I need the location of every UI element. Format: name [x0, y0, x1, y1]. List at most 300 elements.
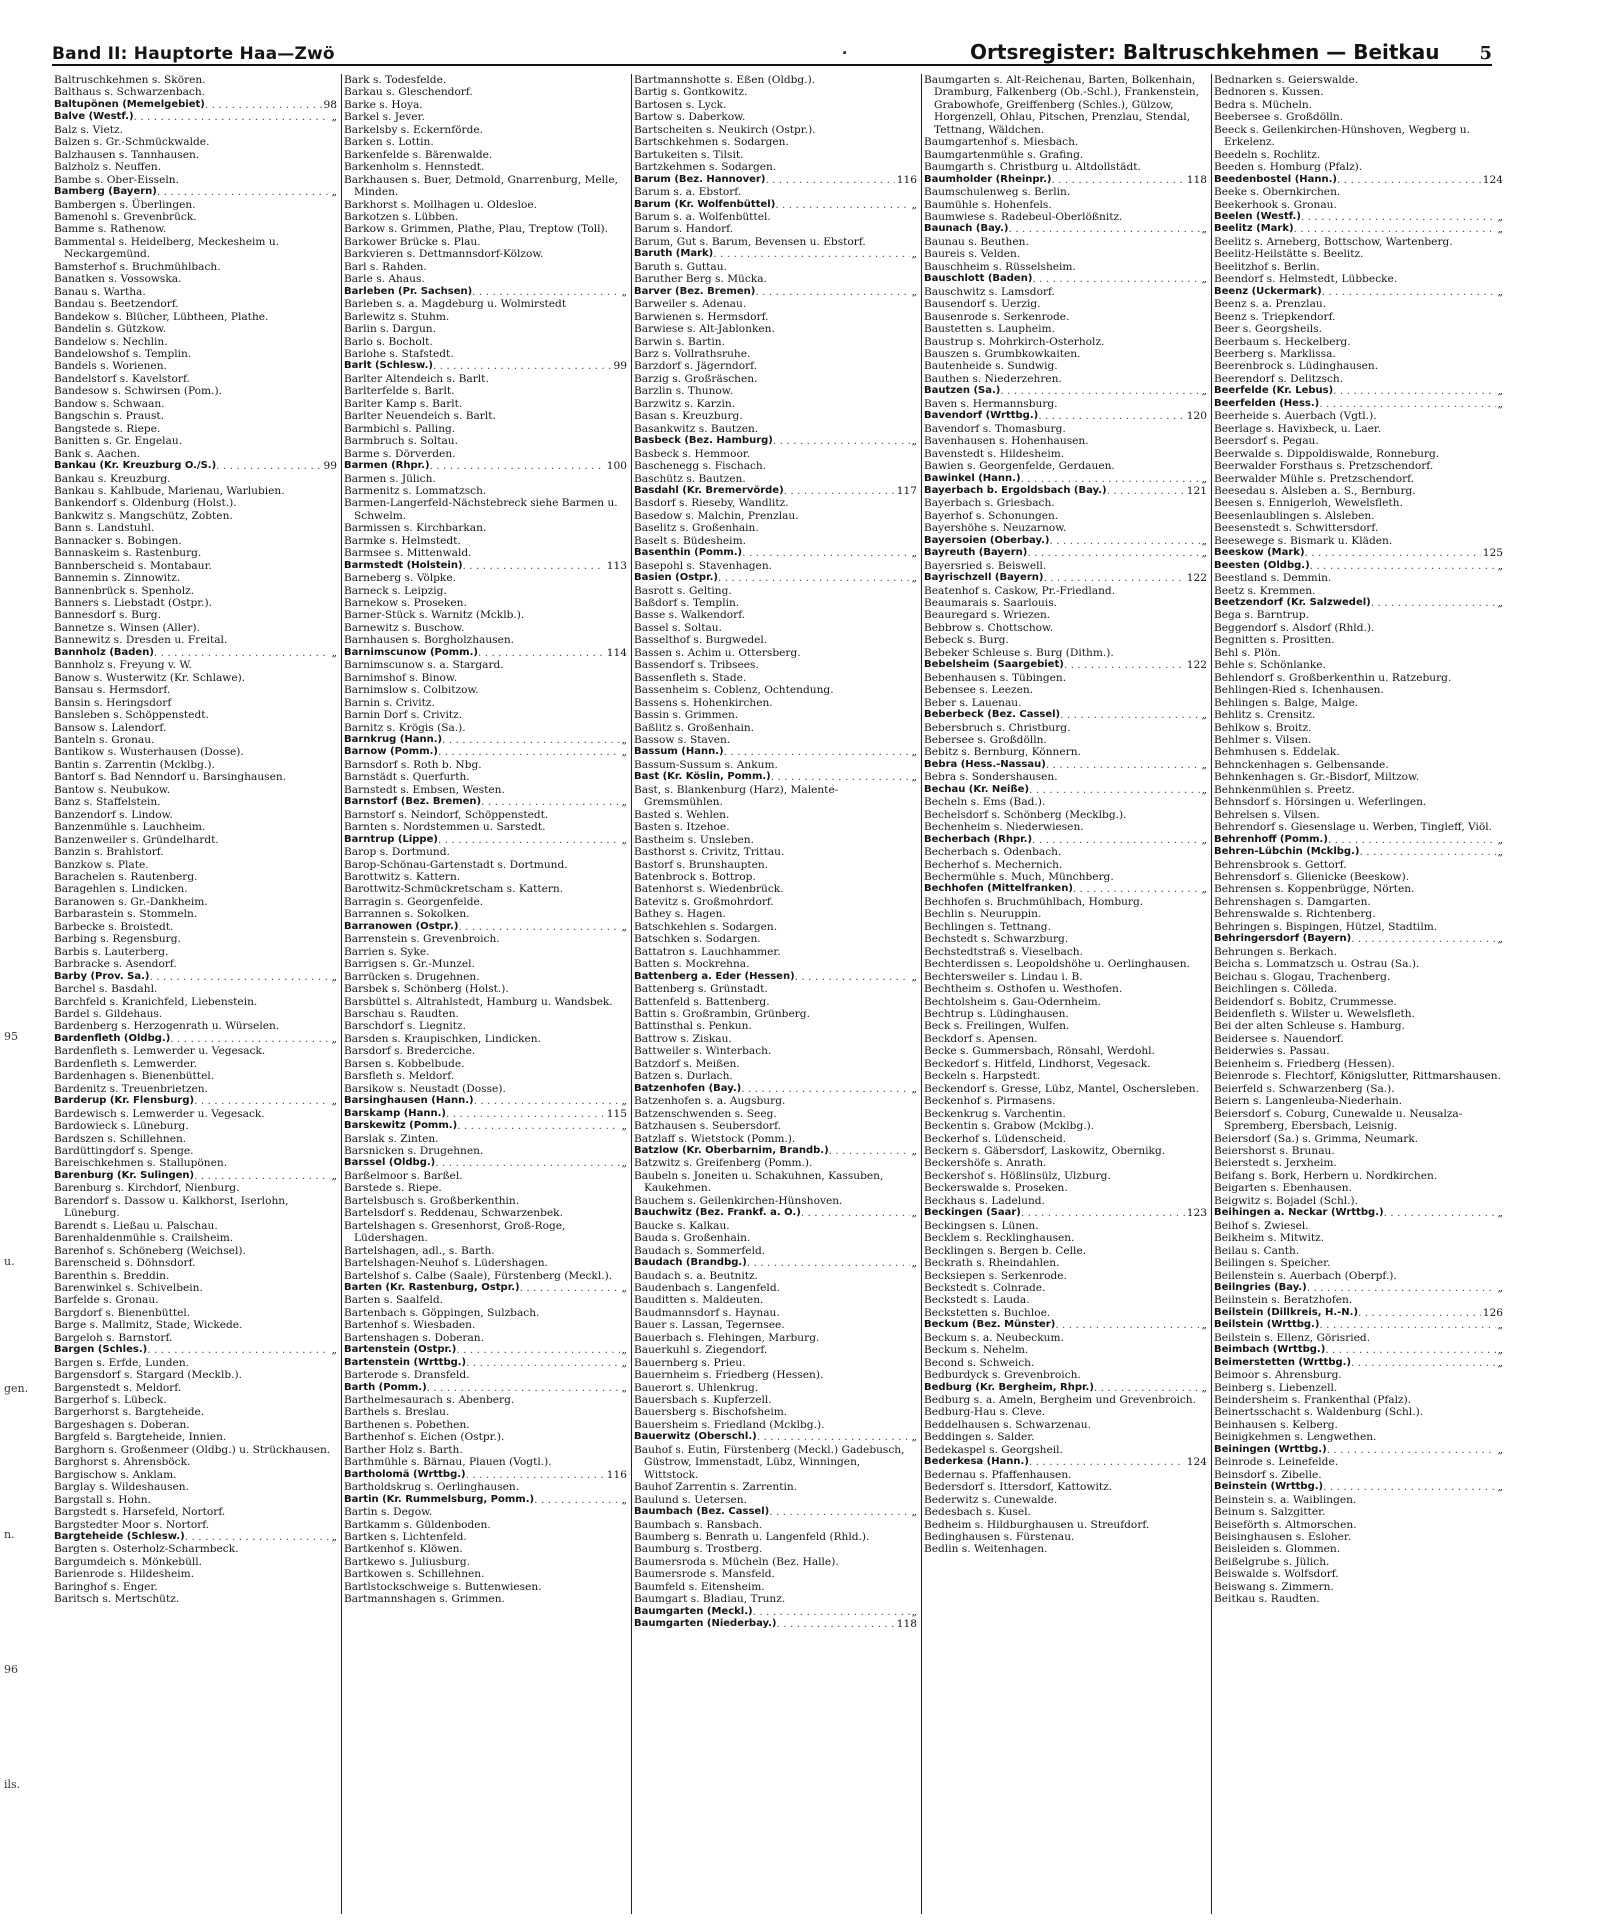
entry-text: Beesen s. Ennigerloh, Wewelsfleth. — [1214, 497, 1403, 510]
index-entry — [344, 672, 627, 684]
index-entry — [54, 1282, 337, 1294]
index-entry — [634, 161, 917, 173]
index-entry — [1214, 1593, 1503, 1605]
page-reference: 99 — [613, 360, 627, 373]
entry-text: Bannenbrück s. Spenholz. — [54, 584, 195, 597]
entry-text: Barthels s. Breslau. — [344, 1406, 450, 1419]
entry-text: Bechtolsheim s. Gau-Odernheim. — [924, 995, 1102, 1008]
entry-text: Beißelgrube s. Jülich. — [1214, 1555, 1330, 1568]
index-entry — [54, 1120, 337, 1132]
page-reference: „ — [1497, 1344, 1503, 1357]
index-entry — [344, 1070, 627, 1082]
index-entry-main — [924, 834, 1207, 846]
entry-text: Baritsch s. Mertschütz. — [54, 1593, 180, 1606]
entry-text: Beeden s. Homburg (Pfalz). — [1214, 161, 1363, 174]
page-reference: „ — [1497, 833, 1503, 846]
entry-text: Bandels s. Worienen. — [54, 360, 167, 373]
entry-text: Bamme s. Rathenow. — [54, 223, 167, 236]
entry-text: Behrenshagen s. Damgarten. — [1214, 895, 1371, 908]
leader-dots — [1358, 1307, 1481, 1319]
index-entry — [54, 1108, 337, 1120]
entry-text: Beckershof s. Hößlinsülz, Ulzburg. — [924, 1169, 1111, 1182]
leader-dots — [1371, 597, 1496, 609]
index-entry — [634, 360, 917, 372]
index-entry — [634, 423, 917, 435]
index-entry — [54, 1045, 337, 1057]
entry-text: Bayersoien (Oberbay.) — [924, 534, 1050, 546]
page-reference: „ — [621, 285, 627, 298]
entry-text: Beiseförth s. Altmorschen. — [1214, 1518, 1357, 1531]
index-entry — [634, 1294, 917, 1306]
entry-text: Banzendorf s. Lindow. — [54, 808, 173, 821]
index-entry-main — [634, 547, 917, 559]
entry-text: Bansow s. Lalendorf. — [54, 721, 167, 734]
entry-text: Baumholder (Rheinpr.) — [924, 173, 1052, 185]
entry-text: Behrenhoff (Pomm.) — [1214, 833, 1328, 845]
index-entry — [54, 908, 337, 920]
index-entry — [924, 522, 1207, 534]
entry-text: Banz s. Staffelstein. — [54, 796, 161, 809]
entry-text: Behrungen s. Berkach. — [1214, 945, 1337, 958]
entry-text: Bark s. Todesfelde. — [344, 74, 447, 86]
index-entry — [344, 622, 627, 634]
index-entry-main — [1214, 1319, 1503, 1331]
entry-text: Beestland s. Demmin. — [1214, 572, 1332, 585]
index-entry — [634, 1568, 917, 1580]
entry-text: Bei der alten Schleuse s. Hamburg. — [1214, 1020, 1405, 1033]
index-entry — [924, 1294, 1207, 1306]
entry-text: Barken s. Lottin. — [344, 136, 434, 149]
entry-text: Bankendorf s. Oldenburg (Holst.). — [54, 497, 237, 510]
entry-text: Barenscheid s. Döhnsdorf. — [54, 1257, 196, 1270]
index-entry — [344, 473, 627, 485]
index-entry — [924, 323, 1207, 335]
index-entry — [1214, 1145, 1503, 1157]
index-entry — [54, 510, 337, 522]
index-entry — [1214, 896, 1503, 908]
index-entry-main — [1214, 1481, 1503, 1493]
entry-text: Bauschheim s. Rüsselsheim. — [924, 260, 1076, 273]
page-reference: 114 — [606, 646, 627, 659]
index-entry — [924, 1170, 1207, 1182]
index-entry — [54, 1394, 337, 1406]
entry-text: Behrelsen s. Vilsen. — [1214, 808, 1320, 821]
index-entry — [924, 821, 1207, 833]
entry-text: Beauregard s. Wriezen. — [924, 609, 1051, 622]
entry-text: Barenburg s. Kirchdorf, Nienburg. — [54, 1182, 240, 1195]
entry-text: Bartmannshagen s. Grimmen. — [344, 1593, 505, 1606]
entry-text: Behmhusen s. Eddelak. — [1214, 746, 1340, 759]
entry-text: Balzhausen s. Tannhausen. — [54, 148, 200, 161]
entry-text: Bedburg-Hau s. Cleve. — [924, 1406, 1046, 1419]
entry-text: Beelen (Westf.) — [1214, 210, 1301, 222]
index-entry — [1214, 585, 1503, 597]
index-entry — [634, 74, 917, 86]
entry-text: Baumgartenmühle s. Grafing. — [924, 148, 1084, 161]
index-entry — [1214, 323, 1503, 335]
index-entry — [1214, 1531, 1503, 1543]
entry-text: Baranowen s. Gr.-Dankheim. — [54, 895, 208, 908]
index-entry-main — [1214, 398, 1503, 410]
index-entry — [924, 74, 1207, 136]
index-entry — [344, 759, 627, 771]
entry-text: Barnimscunow (Pomm.) — [344, 646, 478, 658]
index-entry — [54, 385, 337, 397]
page-reference: „ — [331, 1169, 337, 1182]
entry-text: Behringersdorf (Bayern) — [1214, 933, 1352, 945]
index-entry — [634, 896, 917, 908]
index-entry — [634, 784, 917, 809]
index-entry — [634, 1419, 917, 1431]
index-entry — [1214, 1170, 1503, 1182]
index-entry — [54, 1220, 337, 1232]
entry-text: Bayersried s. Beiswell. — [924, 559, 1047, 572]
index-entry — [1214, 1394, 1503, 1406]
index-entry — [634, 223, 917, 235]
entry-text: Bargischow s. Anklam. — [54, 1468, 177, 1481]
index-entry — [344, 1083, 627, 1095]
leader-dots — [757, 1431, 910, 1443]
index-entry — [54, 759, 337, 771]
leader-dots — [1294, 223, 1496, 235]
entry-text: Bannewitz s. Dresden u. Freital. — [54, 634, 228, 647]
entry-text: Barthenhof s. Eichen (Ostpr.). — [344, 1431, 505, 1444]
index-entry — [924, 622, 1207, 634]
index-column-3 — [632, 74, 922, 1914]
entry-text: Barendt s. Ließau u. Palschau. — [54, 1219, 218, 1232]
entry-text: Baumfeld s. Eitensheim. — [634, 1580, 765, 1593]
index-entry — [344, 199, 627, 211]
entry-text: Barchel s. Basdahl. — [54, 983, 158, 996]
index-entry — [924, 298, 1207, 310]
entry-text: Bantin s. Zarrentin (Mcklbg.). — [54, 758, 215, 771]
index-entry-main — [344, 1382, 627, 1394]
index-entry — [54, 1157, 337, 1169]
index-entry-main — [634, 1618, 917, 1630]
page-reference: „ — [621, 1281, 627, 1294]
entry-text: Bartzkehmen s. Sodargen. — [634, 161, 777, 174]
index-entry — [634, 497, 917, 509]
index-entry — [344, 323, 627, 335]
entry-text: Bambe s. Ober-Eisseln. — [54, 173, 179, 186]
page-reference: „ — [1201, 783, 1207, 796]
entry-text: Baumgart s. Bladiau, Trunz. — [634, 1593, 786, 1606]
index-entry — [344, 336, 627, 348]
leader-dots — [438, 746, 620, 758]
index-entry — [634, 99, 917, 111]
entry-text: Bamberg (Bayern) — [54, 186, 157, 198]
entry-text: Bartkenhof s. Klöwen. — [344, 1543, 463, 1556]
entry-text: Barbecke s. Broistedt. — [54, 920, 174, 933]
entry-text: Barlewitz s. Stuhm. — [344, 310, 450, 323]
entry-text: Batschken s. Sodargen. — [634, 933, 761, 946]
index-entry — [1214, 1108, 1503, 1133]
index-entry-main — [1214, 560, 1503, 572]
index-entry — [54, 485, 337, 497]
entry-text: Bechstedtstraß s. Vieselbach. — [924, 945, 1083, 958]
leader-dots — [446, 1108, 605, 1120]
entry-text: Bartholomä (Wrttbg.) — [344, 1468, 466, 1480]
leader-dots — [481, 796, 619, 808]
index-entry — [344, 311, 627, 323]
entry-text: Bankau s. Kahlbude, Marienau, Warlubien. — [54, 484, 285, 497]
page-reference: „ — [1201, 758, 1207, 771]
entry-text: Beckeln s. Harpstedt. — [924, 1070, 1041, 1083]
index-entry — [924, 1419, 1207, 1431]
index-entry — [54, 796, 337, 808]
entry-text: Becke s. Gummersbach, Rönsahl, Werdohl. — [924, 1045, 1155, 1058]
entry-text: Beeke s. Obernkirchen. — [1214, 186, 1341, 199]
entry-text: Beckenkrug s. Varchentin. — [924, 1107, 1066, 1120]
entry-text: Bannacker s. Bobingen. — [54, 534, 182, 547]
index-entry — [1214, 1033, 1503, 1045]
entry-text: Barten s. Saalfeld. — [344, 1294, 444, 1307]
index-entry — [924, 585, 1207, 597]
leader-dots — [458, 921, 619, 933]
page-reference: „ — [1497, 1481, 1503, 1494]
index-entry — [634, 883, 917, 895]
leader-dots — [753, 1606, 910, 1618]
entry-text: Barschdorf s. Liegnitz. — [344, 1020, 466, 1033]
entry-text: Bauhof Zarrentin s. Zarrentin. — [634, 1481, 798, 1494]
index-entry — [634, 1220, 917, 1232]
page-reference: „ — [1497, 559, 1503, 572]
index-entry — [344, 771, 627, 783]
entry-text: Beckdorf s. Apensen. — [924, 1032, 1038, 1045]
index-entry-main — [1214, 834, 1503, 846]
index-entry — [54, 1568, 337, 1580]
entry-text: Beer s. Georgsheils. — [1214, 323, 1322, 336]
index-entry — [924, 1120, 1207, 1132]
index-entry — [344, 448, 627, 460]
entry-text: Beatenhof s. Caskow, Pr.-Friedland. — [924, 584, 1116, 597]
page-reference: „ — [331, 646, 337, 659]
index-entry — [634, 684, 917, 696]
index-entry — [634, 1382, 917, 1394]
entry-text: Bartkamm s. Güldenboden. — [344, 1518, 491, 1531]
index-entry — [344, 161, 627, 173]
entry-text: Barzwitz s. Karzin. — [634, 397, 736, 410]
index-entry — [54, 622, 337, 634]
page-reference: 99 — [323, 460, 337, 473]
index-entry — [634, 385, 917, 397]
entry-text: Bandau s. Beetzendorf. — [54, 298, 179, 311]
entry-text: Barum s. a. Wolfenbüttel. — [634, 210, 771, 223]
entry-text: Barenwinkel s. Schivelbein. — [54, 1281, 203, 1294]
index-entry-main — [54, 186, 337, 198]
entry-text: Barneberg s. Völpke. — [344, 572, 456, 585]
entry-text: Barenhof s. Schöneberg (Weichsel). — [54, 1244, 246, 1257]
entry-text: Bauda s. Großenhain. — [634, 1232, 751, 1245]
index-entry — [54, 1182, 337, 1194]
index-entry — [924, 236, 1207, 248]
entry-text: Bamsterhof s. Bruchmühlbach. — [54, 260, 221, 273]
page-reference: „ — [1497, 1207, 1503, 1220]
entry-text: Barby (Prov. Sa.) — [54, 970, 150, 982]
index-entry — [924, 1543, 1207, 1555]
index-entry — [634, 597, 917, 609]
entry-text: Beidersee s. Nauendorf. — [1214, 1032, 1344, 1045]
index-entry — [634, 1232, 917, 1244]
page-reference: „ — [911, 1144, 917, 1157]
index-entry — [1214, 1431, 1503, 1443]
entry-text: Barkenholm s. Hennstedt. — [344, 161, 485, 174]
index-entry — [634, 211, 917, 223]
entry-text: Barkow s. Grimmen, Plathe, Plau, Treptow (Toll). — [344, 223, 608, 236]
entry-text: Basse s. Walkendorf. — [634, 609, 746, 622]
index-entry — [54, 1543, 337, 1555]
entry-text: Bank s. Aachen. — [54, 447, 141, 460]
entry-text: Bassin s. Grimmen. — [634, 709, 739, 722]
entry-text: Batzwitz s. Greifenberg (Pomm.). — [634, 1157, 813, 1170]
entry-text: Bauthen s. Niederzehren. — [924, 372, 1062, 385]
index-entry — [1214, 908, 1503, 920]
leader-dots — [771, 771, 910, 783]
entry-text: Baudmannsdorf s. Haynau. — [634, 1306, 780, 1319]
index-entry — [924, 1282, 1207, 1294]
entry-text: Barsikow s. Neustadt (Dosse). — [344, 1082, 506, 1095]
index-entry-main — [924, 659, 1207, 671]
index-entry — [54, 348, 337, 360]
entry-text: Barzdorf s. Jägerndorf. — [634, 360, 758, 373]
entry-text: Barkower Brücke s. Plau. — [344, 235, 481, 248]
index-entry — [54, 659, 337, 671]
index-entry — [1214, 423, 1503, 435]
entry-text: Beilau s. Canth. — [1214, 1244, 1300, 1257]
page-reference: „ — [1497, 1319, 1503, 1332]
leader-dots — [1310, 560, 1496, 572]
index-entry — [344, 609, 627, 621]
index-entry — [634, 1307, 917, 1319]
entry-text: Beiswang s. Zimmern. — [1214, 1580, 1334, 1593]
page-reference: „ — [1497, 597, 1503, 610]
entry-text: Beinum s. Salzgitter. — [1214, 1506, 1326, 1519]
leader-dots — [1064, 659, 1185, 671]
index-entry — [344, 809, 627, 821]
entry-text: Becherhof s. Mechernich. — [924, 858, 1063, 871]
margin-note: n. — [4, 1528, 15, 1541]
index-entry — [924, 1133, 1207, 1145]
entry-text: Behrensen s. Koppenbrügge, Nörten. — [1214, 883, 1415, 896]
index-entry — [634, 136, 917, 148]
index-entry — [1214, 410, 1503, 422]
index-entry — [54, 373, 337, 385]
entry-text: Behlkow s. Broitz. — [1214, 721, 1312, 734]
entry-text: Becherbach (Rhpr.) — [924, 833, 1033, 845]
entry-text: Barrien s. Syke. — [344, 945, 430, 958]
entry-text: Behnckenhagen s. Gelbensande. — [1214, 758, 1389, 771]
index-entry — [344, 933, 627, 945]
entry-text: Barver (Bez. Bremen) — [634, 285, 756, 297]
page-reference: „ — [911, 746, 917, 759]
index-entry — [1214, 360, 1503, 372]
entry-text: Beiersdorf s. Coburg, Cunewalde u. Neusalza-Spremberg, Ebersbach, Leisnig. — [1214, 1107, 1463, 1133]
index-entry — [924, 1394, 1207, 1406]
index-entry — [634, 1170, 917, 1195]
entry-text: Beidenfleth s. Wilster u. Wewelsfleth. — [1214, 1007, 1415, 1020]
index-entry-main — [634, 174, 917, 186]
leader-dots — [457, 1120, 619, 1132]
index-entry-main — [924, 473, 1207, 485]
index-entry-main — [924, 1456, 1207, 1468]
index-entry — [924, 149, 1207, 161]
margin-note: u. — [4, 1255, 15, 1268]
index-entry-main — [344, 286, 627, 298]
leader-dots — [463, 560, 605, 572]
index-entry — [54, 286, 337, 298]
entry-text: Beilstein (Dillkreis, H.-N.) — [1214, 1306, 1359, 1318]
entry-text: Bechtrup s. Lüdinghausen. — [924, 1007, 1069, 1020]
entry-text: Beber s. Lauenau. — [924, 696, 1022, 709]
leader-dots — [1029, 784, 1199, 796]
entry-text: Bartin s. Degow. — [344, 1506, 433, 1519]
index-entry — [1214, 983, 1503, 995]
page-reference: „ — [1201, 1319, 1207, 1332]
entry-text: Barrigsen s. Gr.-Munzel. — [344, 958, 475, 971]
index-entry — [1214, 1519, 1503, 1531]
page-reference: „ — [911, 1207, 917, 1220]
page-reference: 118 — [1186, 173, 1207, 186]
index-entry — [344, 111, 627, 123]
index-entry — [54, 572, 337, 584]
entry-text: Bebensee s. Leezen. — [924, 684, 1034, 697]
entry-text: Barz s. Vollrathsruhe. — [634, 347, 751, 360]
index-entry — [1214, 261, 1503, 273]
page-reference: „ — [1201, 223, 1207, 236]
index-entry-main — [924, 535, 1207, 547]
entry-text: Barum (Kr. Wolfenbüttel) — [634, 198, 776, 210]
entry-text: Beicha s. Lommatzsch u. Ostrau (Sa.). — [1214, 958, 1420, 971]
entry-text: Bartelshof s. Calbe (Saale), Fürstenberg (Meckl.). — [344, 1269, 613, 1282]
index-entry — [924, 1157, 1207, 1169]
index-entry-main — [1214, 597, 1503, 609]
index-entry — [924, 1195, 1207, 1207]
entry-text: Balthaus s. Schwarzenbach. — [54, 86, 206, 99]
entry-text: Bauschwitz s. Lamsdorf. — [924, 285, 1055, 298]
index-entry — [54, 522, 337, 534]
entry-text: Batevitz s. Großmohrdorf. — [634, 895, 774, 908]
index-entry — [634, 273, 917, 285]
index-entry — [634, 1058, 917, 1070]
entry-text: Barnstedt s. Embsen, Westen. — [344, 783, 505, 796]
entry-text: Bastorf s. Brunshaupten. — [634, 858, 769, 871]
index-entry — [54, 834, 337, 846]
entry-text: Becksiepen s. Serkenrode. — [924, 1269, 1067, 1282]
entry-text: Barmstedt (Holstein) — [344, 559, 463, 571]
index-entry-main — [1214, 223, 1503, 235]
entry-text: Bandelow s. Nechlin. — [54, 335, 168, 348]
entry-text: Baureis s. Velden. — [924, 248, 1021, 261]
index-entry — [924, 609, 1207, 621]
entry-text: Bayrischzell (Bayern) — [924, 572, 1044, 584]
page-reference: 117 — [896, 484, 917, 497]
index-entry — [54, 809, 337, 821]
entry-text: Basted s. Wehlen. — [634, 808, 730, 821]
index-entry — [54, 859, 337, 871]
page-reference: „ — [331, 1344, 337, 1357]
index-entry-main — [634, 1257, 917, 1269]
entry-text: Beck s. Freilingen, Wulfen. — [924, 1020, 1070, 1033]
index-entry-main — [344, 647, 627, 659]
entry-text: Bartenbach s. Göppingen, Sulzbach. — [344, 1306, 540, 1319]
index-entry — [344, 1220, 627, 1245]
index-entry — [1214, 634, 1503, 646]
page-reference: „ — [1201, 273, 1207, 286]
page-reference: „ — [331, 970, 337, 983]
page-reference: 124 — [1482, 173, 1503, 186]
entry-text: Becklem s. Recklinghausen. — [924, 1232, 1075, 1245]
page-reference: „ — [1201, 883, 1207, 896]
